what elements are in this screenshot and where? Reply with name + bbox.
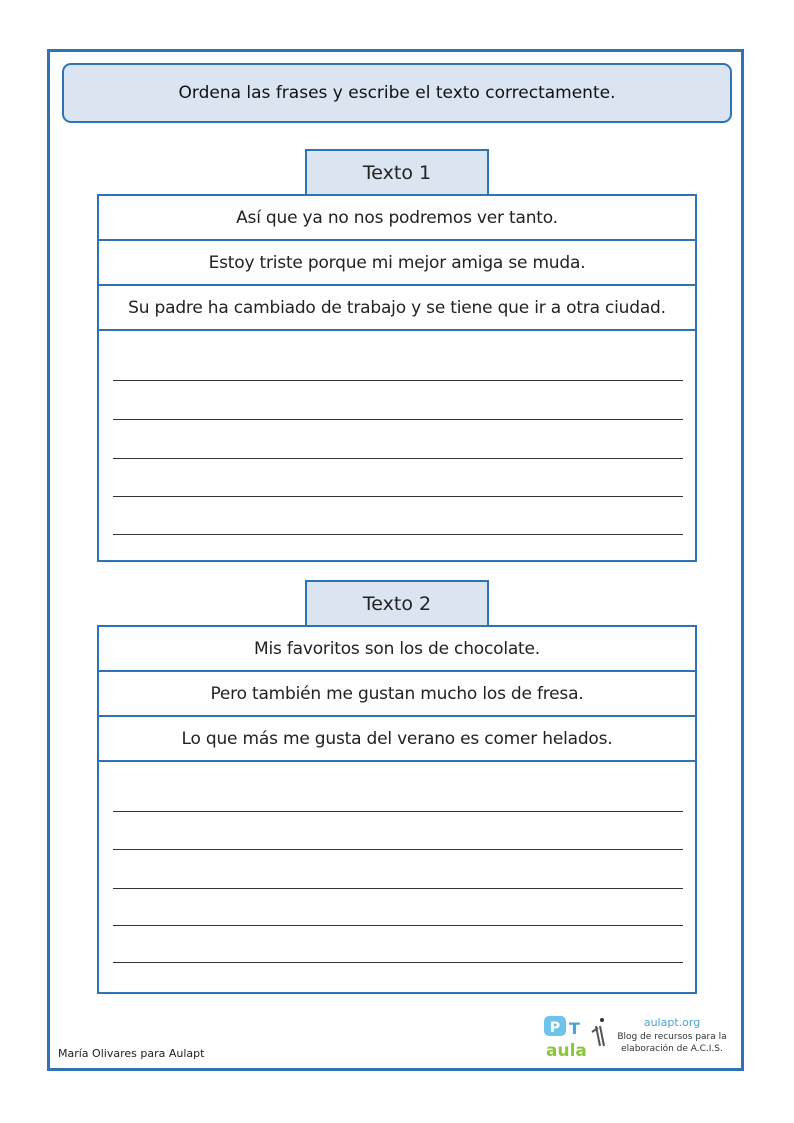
text-1-title: Texto 1 [362,162,432,184]
writing-line [113,888,683,889]
text-2-block [97,625,697,994]
text-2-title: Texto 2 [362,593,432,615]
logo-url: aulapt.org [643,1016,701,1029]
logo-text [614,1016,730,1055]
text-2-tab [305,580,489,626]
instruction-box [62,63,732,123]
writing-line [113,811,683,812]
svg-text:P: P [549,1020,561,1036]
text-1-sentence-3: Su padre ha cambiado de trabajo y se tiene que ir a otra ciudad. [99,286,695,331]
text-2-sentence-2: Pero también me gustan mucho los de fresa. [99,672,695,717]
aulapt-logo-icon [542,1012,612,1062]
writing-line [113,925,683,926]
text-2-sentence-3: Lo que más me gusta del verano es comer helados. [99,717,695,762]
text-1-tab [305,149,489,195]
text-1-block [97,194,697,562]
svg-text:aula: aula [546,1041,587,1061]
svg-text:T: T [569,1019,580,1038]
writing-line [113,534,683,535]
author-credit: María Olivares para Aulapt [58,1047,205,1060]
instruction-text: Ordena las frases y escribe el texto correctamente. [178,83,616,103]
writing-line [113,458,683,459]
writing-line [113,962,683,963]
logo-tagline-1: Blog de recursos para la [617,1032,727,1042]
writing-line [113,849,683,850]
logo-tagline-2: elaboración de A.C.I.S. [621,1044,723,1054]
text-2-sentence-1: Mis favoritos son los de chocolate. [99,627,695,672]
writing-line [113,419,683,420]
text-1-sentence-1: Así que ya no nos podremos ver tanto. [99,196,695,241]
writing-line [113,380,683,381]
text-1-sentence-2: Estoy triste porque mi mejor amiga se muda. [99,241,695,286]
writing-line [113,496,683,497]
